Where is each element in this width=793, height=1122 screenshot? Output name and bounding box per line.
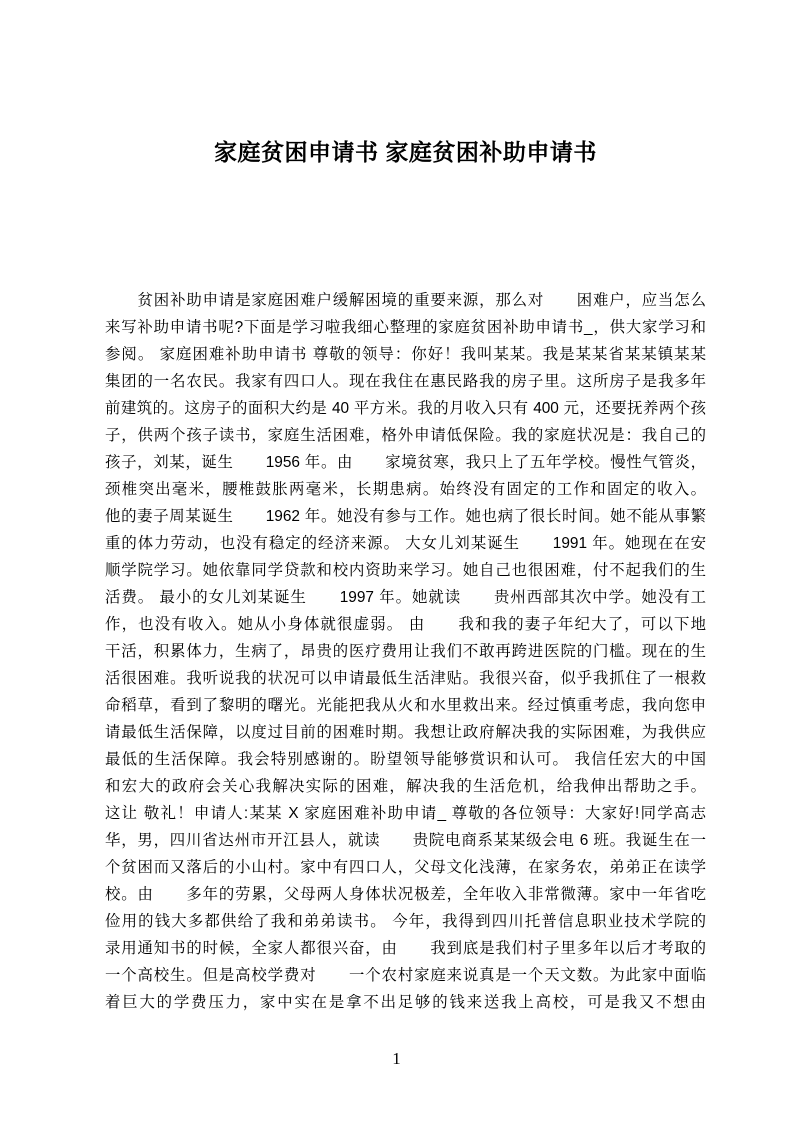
document-line: 作，也没有收入。她从小身体就很虚弱。 由 我和我的妻子年纪大了，可以下地 [105, 616, 706, 633]
page-number: 1 [392, 1049, 401, 1068]
document-line: 华，男，四川省达州市开江县人，就读 贵院电商系某某级会电 6 班。我诞生在一 [105, 832, 706, 849]
document-line: 参阅。 家庭困难补助申请书 尊敬的领导：你好！我叫某某。我是某某省某某镇某某 [105, 346, 706, 363]
document-line: 录用通知书的时候，全家人都很兴奋，由 我到底是我们村子里多年以后才考取的 [105, 940, 706, 957]
document-line: 最低的生活保障。我会特别感谢的。盼望领导能够赏识和认可。 我信任宏大的中国 [105, 751, 706, 768]
document-line: 集团的一名农民。我家有四口人。现在我住在惠民路我的房子里。这所房子是我多年 [105, 373, 706, 390]
document-line: 活很困难。我听说我的状况可以申请最低生活津贴。我很兴奋，似乎我抓住了一根救 [105, 670, 706, 687]
document-line: 着巨大的学费压力，家中实在是拿不出足够的钱来送我上高校，可是我又不想由 [105, 994, 706, 1011]
document-line: 顺学院学习。她依靠同学贷款和校内资助来学习。她自己也很困难，付不起我们的生 [105, 562, 706, 579]
document-line: 颈椎突出毫米，腰椎鼓胀两毫米，长期患病。始终没有固定的工作和固定的收入。 [105, 481, 706, 498]
document-title: 家庭贫困申请书 家庭贫困补助申请书 [214, 139, 597, 165]
document-line: 来写补助申请书呢?下面是学习啦我细心整理的家庭贫困补助申请书_，供大家学习和 [105, 319, 706, 336]
document-line: 一个高校生。但是高校学费对 一个农村家庭来说真是一个天文数。为此家中面临 [105, 967, 706, 984]
document-line: 子，供两个孩子读书，家庭生活困难，格外申请低保险。我的家庭状况是：我自己的 [105, 427, 706, 444]
document-line: 他的妻子周某诞生 1962 年。她没有参与工作。她也病了很长时间。她不能从事繁 [105, 508, 706, 525]
document-line: 个贫困而又落后的小山村。家中有四口人，父母文化浅薄，在家务农，弟弟正在读学 [105, 859, 706, 876]
document-line: 前建筑的。这房子的面积大约是 40 平方米。我的月收入只有 400 元，还要抚养两个孩 [105, 400, 706, 417]
document-body [105, 287, 706, 1016]
document-line: 这让 敬礼！申请人:某某 X 家庭困难补助申请_ 尊敬的各位领导：大家好!同学高志 [105, 805, 706, 822]
document-line: 请最低生活保障，以度过目前的困难时期。我想让政府解决我的实际困难，为我供应 [105, 724, 706, 741]
document-line: 俭用的钱大多都供给了我和弟弟读书。 今年，我得到四川托普信息职业技术学院的 [105, 913, 706, 930]
document-line: 干活，积累体力，生病了，昂贵的医疗费用让我们不敢再跨进医院的门槛。现在的生 [105, 643, 706, 660]
document-line: 命稻草，看到了黎明的曙光。光能把我从火和水里救出来。经过慎重考虑，我向您申 [105, 697, 706, 714]
document-line: 孩子，刘某，诞生 1956 年。由 家境贫寒，我只上了五年学校。慢性气管炎， [105, 454, 706, 471]
document-line: 和宏大的政府会关心我解决实际的困难，解决我的生活危机，给我伸出帮助之手。 [105, 778, 706, 795]
document-line: 贫困补助申请是家庭困难户缓解困境的重要来源，那么对 困难户，应当怎么 [105, 292, 706, 309]
document-line: 校。由 多年的劳累，父母两人身体状况极差，全年收入非常微薄。家中一年省吃 [105, 886, 706, 903]
document-line: 活费。 最小的女儿刘某诞生 1997 年。她就读 贵州西部其次中学。她没有工 [105, 589, 706, 606]
document-line: 重的体力劳动，也没有稳定的经济来源。 大女儿刘某诞生 1991 年。她现在在安 [105, 535, 706, 552]
